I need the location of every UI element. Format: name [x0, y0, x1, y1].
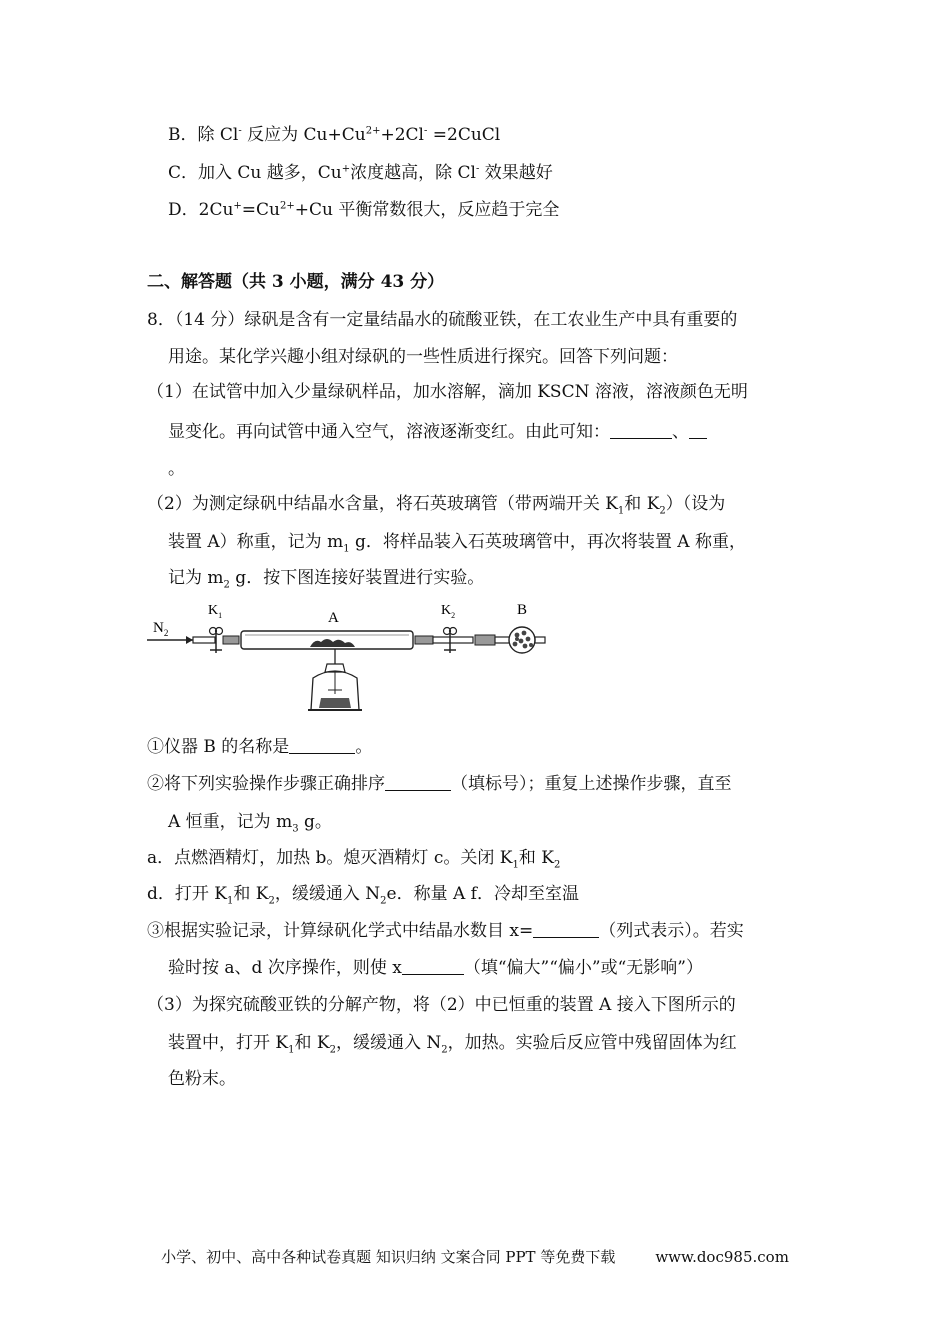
alcohol-lamp — [308, 664, 362, 710]
answer-blank — [289, 737, 355, 754]
q8-part1-line1: （1）在试管中加入少量绿矾样品，加水溶解，滴加 KSCN 溶液，溶液颜色无明 — [147, 382, 748, 402]
q8-part3-line3: 色粉末。 — [168, 1069, 236, 1089]
q8-part1-text: 、 — [672, 422, 689, 442]
apparatus-diagram — [145, 598, 565, 720]
q8-part2-text: g．将样品装入石英玻璃管中，再次将装置 A 称重， — [349, 532, 746, 552]
q8-part3-line1: （3）为探究硫酸亚铁的分解产物，将（2）中已恒重的装置 A 接入下图所示的 — [147, 995, 736, 1015]
steps-text: e．称量 A f．冷却至室温 — [386, 884, 579, 904]
q8-part2-line3 — [168, 567, 484, 589]
subscript: 2 — [223, 579, 230, 591]
steps-line1 — [147, 847, 560, 869]
subscript: 2 — [380, 895, 387, 907]
connector — [475, 635, 495, 645]
connector — [415, 636, 433, 644]
sample-heap — [310, 639, 355, 647]
q8-sub3-text: （列式表示）。若实 — [599, 921, 744, 941]
connector — [223, 636, 239, 644]
option-b-text: 反应为 Cu+Cu — [241, 125, 366, 145]
a-label: A — [328, 610, 339, 626]
superscript: - — [475, 163, 480, 175]
option-d-text: D．2Cu — [168, 200, 234, 220]
q8-sub3-text: （填“偏大”“偏小”或“无影响”） — [463, 958, 703, 978]
subscript: 2 — [553, 859, 561, 871]
answer-blank — [402, 958, 464, 975]
k2-label: $K_2$ — [441, 603, 456, 620]
q8-sub2-text: A 恒重，记为 m — [168, 812, 293, 832]
option-c-text: 效果越好 — [479, 163, 553, 183]
q8-part3-text: ，加热。实验后反应管中残留固体为红 — [447, 1033, 737, 1053]
q8-sub2 — [147, 773, 732, 795]
option-d-text: +Cu 平衡常数很大，反应趋于完全 — [294, 200, 560, 220]
q8-sub1 — [147, 736, 372, 758]
answer-blank — [533, 921, 599, 938]
q8-part1-line2 — [168, 421, 707, 443]
q8-part3-text: 装置中，打开 K — [168, 1033, 289, 1053]
option-d-text: =Cu — [241, 200, 280, 220]
option-b-text: +2Cl — [380, 125, 424, 145]
answer-blank — [610, 422, 672, 439]
q8-part3-text: 和 K — [294, 1033, 330, 1053]
q8-sub2-text: g。 — [298, 812, 332, 832]
q8-part2-line1 — [147, 493, 725, 515]
steps-text: 和 K — [518, 848, 554, 868]
q8-part2-text: 记为 m — [168, 568, 224, 588]
superscript: 2+ — [365, 125, 381, 137]
option-c — [168, 162, 553, 184]
subscript: 2 — [441, 1044, 448, 1056]
steps-line2 — [147, 883, 579, 905]
q8-part1-text: 显变化。再向试管中通入空气，溶液逐渐变红。由此可知： — [168, 422, 610, 442]
subscript: 3 — [292, 823, 299, 835]
q8-part2-text: g．按下图连接好装置进行实验。 — [229, 568, 485, 588]
superscript: + — [233, 200, 242, 212]
superscript: - — [423, 125, 428, 137]
answer-blank — [385, 774, 451, 791]
superscript: - — [238, 125, 242, 137]
subscript: 2 — [268, 895, 275, 907]
q8-sub3-text: ③根据实验记录，计算绿矾化学式中结晶水数目 x= — [147, 921, 534, 941]
q8-part2-text: 装置 A）称重，记为 m — [168, 532, 344, 552]
inlet-tube — [193, 637, 215, 643]
steps-text: 和 K — [233, 884, 269, 904]
footer-text: 小学、初中、高中各种试卷真题 知识归纳 文案合同 PPT 等免费下载 — [161, 1248, 616, 1266]
q8-sub2-text: ②将下列实验操作步骤正确排序 — [147, 774, 385, 794]
q8-intro-line2: 用途。某化学兴趣小组对绿矾的一些性质进行探究。回答下列问题： — [168, 347, 678, 367]
steps-text: d．打开 K — [147, 884, 227, 904]
option-d — [168, 199, 559, 221]
option-b-text: B．除 Cl — [168, 125, 239, 145]
q8-sub3-text: 验时按 a、d 次序操作，则使 x — [168, 958, 402, 978]
superscript: 2+ — [280, 200, 295, 212]
page-footer — [0, 1246, 950, 1267]
q8-part2-text: （2）为测定绿矾中结晶水含量，将石英玻璃管（带两端开关 K — [147, 494, 618, 514]
b-label: B — [517, 602, 528, 618]
q8-sub1-text: ①仪器 B 的名称是 — [147, 737, 290, 757]
footer-url[interactable]: www.doc985.com — [655, 1248, 789, 1266]
q8-sub3 — [147, 920, 744, 942]
subscript: 2 — [329, 1044, 336, 1056]
answer-blank — [689, 422, 707, 439]
arrow-head — [186, 636, 193, 644]
q8-sub2-line2 — [168, 811, 332, 833]
subscript: 1 — [617, 505, 625, 517]
q8-sub2-text: （填标号）；重复上述操作步骤，直至 — [451, 774, 732, 794]
k1-label: $K_1$ — [208, 603, 223, 620]
drying-tube-b — [495, 627, 545, 653]
subscript: 1 — [288, 1044, 295, 1056]
option-c-text: C．加入 Cu 越多，Cu — [168, 163, 342, 183]
q8-part2-line2 — [168, 531, 746, 553]
q8-intro-line1: 8．（14 分）绿矾是含有一定量结晶水的硫酸亚铁，在工农业生产中具有重要的 — [147, 310, 738, 330]
section-heading: 二、解答题（共 3 小题，满分 43 分） — [147, 272, 445, 292]
q8-part3-line2 — [168, 1032, 737, 1054]
n2-label: $N_2$ — [153, 620, 169, 638]
q8-part2-text: ）（设为 — [665, 494, 726, 514]
q8-sub1-text: 。 — [355, 737, 373, 757]
option-c-text: 浓度越高，除 Cl — [350, 163, 476, 183]
q8-part2-text: 和 K — [624, 494, 660, 514]
option-b — [168, 124, 500, 146]
subscript: 1 — [512, 859, 519, 871]
k1-valve — [210, 628, 223, 654]
q8-part3-text: ，缓缓通入 N — [335, 1033, 442, 1053]
q8-part1-line3: 。 — [168, 459, 185, 479]
option-b-text: =2CuCl — [427, 125, 501, 145]
subscript: 2 — [659, 505, 666, 517]
superscript: + — [341, 163, 351, 175]
q8-sub3-line2 — [168, 957, 703, 979]
subscript: 1 — [227, 895, 234, 907]
k2-valve — [433, 628, 473, 654]
steps-text: a．点燃酒精灯，加热 b。熄灭酒精灯 c。关闭 K — [147, 848, 513, 868]
steps-text: ，缓缓通入 N — [274, 884, 381, 904]
subscript: 1 — [343, 543, 350, 555]
